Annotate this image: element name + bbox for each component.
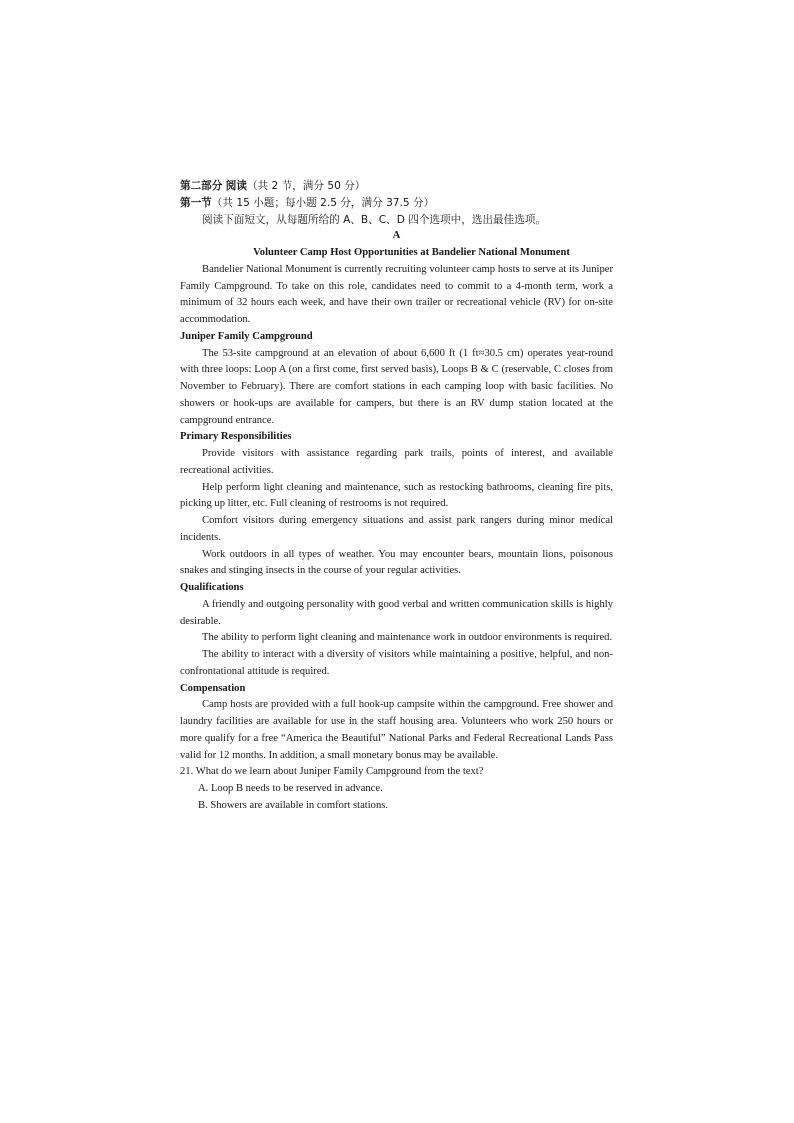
- responsibility-paragraph: Provide visitors with assistance regarding park trails, points of interest, and available recreational activities.: [180, 448, 613, 476]
- qualification-paragraph: The ability to perform light cleaning and maintenance work in outdoor environments is required.: [202, 632, 613, 644]
- intro-paragraph: Bandelier National Monument is currently recruiting volunteer camp hosts to serve at its Juniper Family Campground. To take on this role, candidates need to commit to a 4-month term, work a minimum of 32 hours each week, and have their own trailer or recreational vehicle (RV) for on-site accommodation.: [180, 263, 613, 325]
- section-heading-campground: Juniper Family Campground: [180, 330, 313, 342]
- section-heading: [180, 195, 613, 212]
- part-label: 第二部分: [180, 180, 223, 192]
- responsibility-paragraph: Help perform light cleaning and maintenance, such as restocking bathrooms, cleaning fire pits, picking up litter, etc. Full cleaning of restrooms is not required.: [180, 481, 613, 510]
- responsibility-paragraph: Work outdoors in all types of weather. You may encounter bears, mountain lions, poisonous snakes and stinging insects in the course of your regular activities.: [180, 548, 613, 577]
- passage-label: A: [392, 230, 401, 242]
- exam-page: [180, 178, 613, 815]
- passage-title: Volunteer Camp Host Opportunities at Bandelier National Monument: [253, 247, 570, 258]
- section-heading-compensation: Compensation: [180, 682, 246, 694]
- section-label: 第一节: [180, 196, 212, 209]
- section-detail: （共 15 小题；每小题 2.5 分，满分 37.5 分）: [211, 196, 435, 209]
- campground-paragraph: The 53-site campground at an elevation of about 6,600 ft (1 ft≈30.5 cm) operates year-round with three loops: Loop A (on a first come, first served basis), Loops B & C (reservable, C closes from November to February). There are comfort stations in each camping loop with basic facilities. No showers or hook-ups are available for campers, but there is an RV dump station located at the campground entrance.: [180, 347, 613, 426]
- answer-option-b: B. Showers are available in comfort stations.: [198, 799, 389, 811]
- instruction-text: 阅读下面短文，从每题所给的 A、B、C、D 四个选项中，选出最佳选项。: [202, 213, 547, 226]
- answer-option-a: A. Loop B needs to be reserved in advance.: [198, 783, 383, 794]
- question-stem: 21. What do we learn about Juniper Family Campground from the text?: [180, 766, 484, 778]
- section-heading-responsibilities: Primary Responsibilities: [180, 431, 292, 443]
- part-detail: （共 2 节，满分 50 分）: [246, 180, 366, 192]
- part-title: 阅读: [225, 180, 247, 192]
- part-heading: [180, 178, 613, 195]
- qualification-paragraph: A friendly and outgoing personality with good verbal and written communication skills is highly desirable.: [180, 598, 613, 627]
- section-heading-qualifications: Qualifications: [180, 582, 244, 593]
- responsibility-paragraph: Comfort visitors during emergency situations and assist park rangers during minor medical incidents.: [180, 515, 613, 543]
- compensation-paragraph: Camp hosts are provided with a full hook-up campsite within the campground. Free shower and laundry facilities are available for use in the staff housing area. Volunteers who work 250 hours or more qualify for a free “America the Beautiful” National Parks and Federal Recreational Lands Pass valid for 12 months. In addition, a small monetary bonus may be available.: [180, 699, 613, 761]
- qualification-paragraph: The ability to interact with a diversity of visitors while maintaining a positive, helpful, and non-confrontational attitude is required.: [180, 649, 613, 677]
